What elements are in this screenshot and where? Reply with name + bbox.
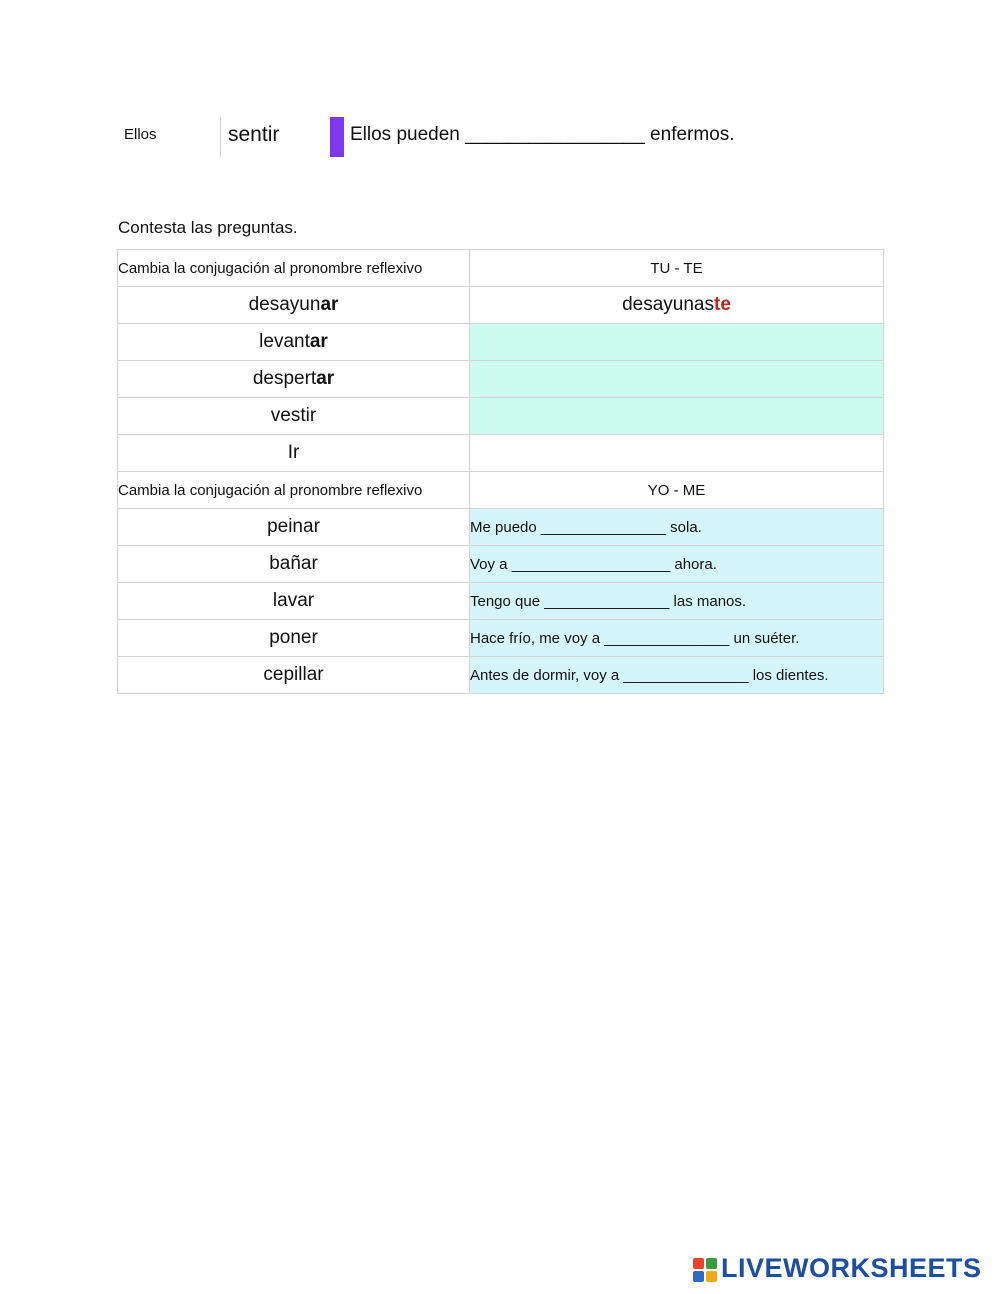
drop-target-marker[interactable] xyxy=(330,117,344,157)
sentence-input[interactable]: Voy a ___________________ ahora. xyxy=(470,546,884,583)
verb-cell: poner xyxy=(118,620,470,657)
header-instruction: Cambia la conjugación al pronombre reflexivo xyxy=(118,472,470,509)
table-header-row xyxy=(118,250,884,287)
table-row xyxy=(118,620,884,657)
logo-icon xyxy=(693,1258,717,1282)
table-header-row xyxy=(118,472,884,509)
pronoun-label: Ellos xyxy=(124,126,157,143)
answer-input[interactable] xyxy=(470,398,884,435)
example-answer: desayunaste xyxy=(470,287,884,324)
verb-cell: desayunar xyxy=(118,287,470,324)
sentence-input[interactable]: Me puedo _______________ sola. xyxy=(470,509,884,546)
header-instruction: Cambia la conjugación al pronombre reflexivo xyxy=(118,250,470,287)
verb-cell: bañar xyxy=(118,546,470,583)
answer-input[interactable] xyxy=(470,361,884,398)
verb-label: sentir xyxy=(228,123,280,146)
logo-text: LIVEWORKSHEETS xyxy=(721,1253,982,1283)
verb-cell: vestir xyxy=(118,398,470,435)
table-row xyxy=(118,657,884,694)
table-row xyxy=(118,324,884,361)
table-row xyxy=(118,435,884,472)
sentence-input[interactable]: Antes de dormir, voy a _______________ los dientes. xyxy=(470,657,884,694)
sentence-input[interactable]: Hace frío, me voy a _______________ un suéter. xyxy=(470,620,884,657)
table-row xyxy=(118,583,884,620)
exercise-sentence: Ellos pueden _________________ enfermos. xyxy=(350,124,735,145)
table-row xyxy=(118,398,884,435)
empty-answer-cell xyxy=(470,435,884,472)
table-row-example xyxy=(118,287,884,324)
verb-cell: lavar xyxy=(118,583,470,620)
verb-cell: cepillar xyxy=(118,657,470,694)
table-row xyxy=(118,546,884,583)
instructions-heading: Contesta las preguntas. xyxy=(118,218,298,237)
conjugation-table xyxy=(117,249,884,694)
sentence-input[interactable]: Tengo que _______________ las manos. xyxy=(470,583,884,620)
table-row xyxy=(118,361,884,398)
answer-input[interactable] xyxy=(470,324,884,361)
verb-cell: Ir xyxy=(118,435,470,472)
header-pronoun-pair: YO - ME xyxy=(470,472,884,509)
verb-cell: peinar xyxy=(118,509,470,546)
verb-cell: despertar xyxy=(118,361,470,398)
table-row xyxy=(118,509,884,546)
header-pronoun-pair: TU - TE xyxy=(470,250,884,287)
exercise-row xyxy=(0,115,1000,159)
divider xyxy=(220,117,221,157)
verb-cell: levantar xyxy=(118,324,470,361)
